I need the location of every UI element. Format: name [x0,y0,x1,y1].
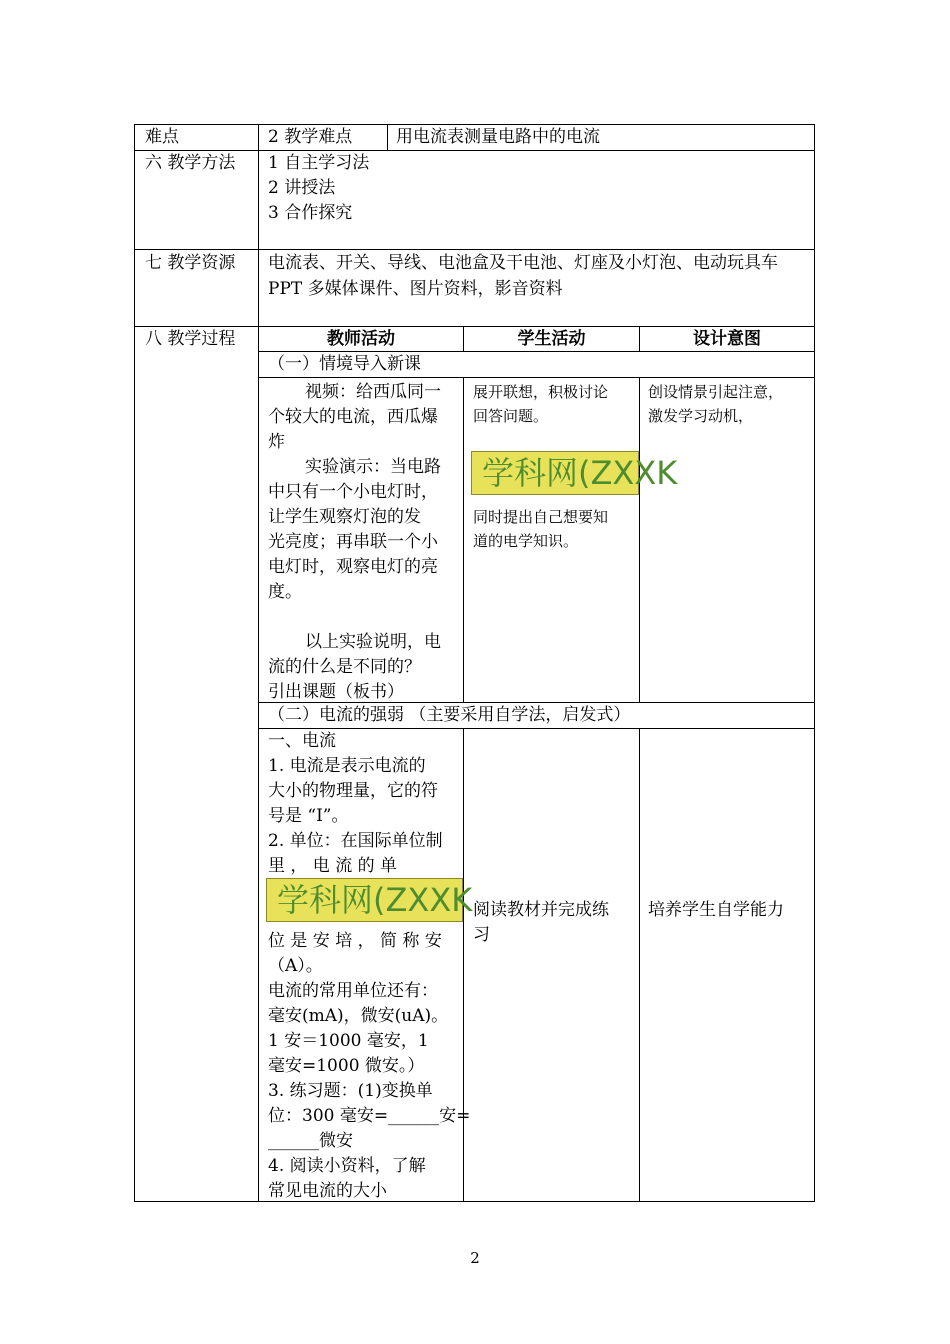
section1-teacher-line: 中只有一个小电灯时， [268,482,438,502]
section1-teacher-line: 度。 [268,582,302,602]
section1-teacher-line: 实验演示：当电路 [305,457,441,477]
section1-teacher-line: 视频：给西瓜同一 [305,382,441,402]
section2-teacher-line: 毫安=1000 微安。） [268,1056,425,1076]
section1-student-line: 回答问题。 [473,407,549,425]
section2-student-line: 阅读教材并完成练 [473,900,609,920]
section1-student-line: 展开联想，积极讨论 [473,383,609,401]
table-border-left [134,124,135,1202]
section1-col-divider-2 [639,377,640,702]
label-column-divider [258,124,259,1202]
methods-item: 3 合作探究 [268,203,353,223]
process-label: 八 教学过程 [145,329,236,349]
page-number: 2 [470,1249,480,1267]
section1-teacher-line: 流的什么是不同的？ [268,657,421,677]
section1-teacher-line: 电灯时，观察电灯的亮 [268,557,438,577]
section1-title: （一）情境导入新课 [268,354,421,374]
section1-col-divider-1 [463,377,464,702]
section2-title: （二）电流的强弱 （主要采用自学法，启发式） [268,705,631,725]
table-border-bottom [134,1201,815,1202]
section1-student-line: 同时提出自己想要知 [473,508,609,526]
resources-line: PPT 多媒体课件、图片资料，影音资料 [268,279,563,299]
resources-label: 七 教学资源 [145,253,236,273]
row-line-2 [134,249,815,250]
section1-teacher-line: 光亮度；再串联一个小 [268,532,438,552]
difficulty-divider [387,124,388,151]
section2-teacher-line: 一、电流 [268,731,336,751]
section2-teacher-line: 2. 单位：在国际单位制 [268,831,443,851]
section2-teacher-line: 里 ， 电 流 的 单 [268,856,398,876]
section2-teacher-line: 3. 练习题：(1)变换单 [268,1081,433,1101]
section2-teacher-line: 位 是 安 培 ， 简 称 安 [268,931,442,951]
difficulty-content: 用电流表测量电路中的电流 [396,127,600,147]
methods-item: 2 讲授法 [268,178,336,198]
methods-label: 六 教学方法 [145,153,236,173]
row-line-1 [134,150,815,151]
teacher-activity-header: 教师活动 [327,329,395,349]
resources-line: 电流表、开关、导线、电池盒及干电池、灯座及小灯泡、电动玩具车 [268,253,778,273]
section1-teacher-line: 让学生观察灯泡的发 [268,507,421,527]
student-activity-header: 学生活动 [517,329,586,349]
section2-teacher-line: 位：300 毫安=______安= [268,1106,471,1126]
section2-teacher-line: 毫安(mA)，微安(uA)。 [268,1006,449,1026]
section2-teacher-line: 1. 电流是表示电流的 [268,756,426,776]
section1-teacher-line: 炸 [268,432,285,452]
section1-teacher-line: 以上实验说明，电 [305,632,441,652]
row-line-7 [258,728,815,729]
section2-teacher-line: 号是 “I”。 [268,806,349,826]
section2-teacher-line: 4. 阅读小资料，了解 [268,1156,426,1176]
section1-teacher-line: 个较大的电流，西瓜爆 [268,407,438,427]
section2-col-divider-1 [463,728,464,1202]
difficulty-sub-label: 2 教学难点 [268,127,353,147]
difficulty-label: 难点 [145,127,179,147]
design-intent-header: 设计意图 [693,329,761,349]
methods-item: 1 自主学习法 [268,153,370,173]
section2-watermark-logo: 学科网(ZXXK [266,878,463,922]
section2-col-divider-2 [639,728,640,1202]
section2-teacher-line: ______微安 [268,1131,353,1151]
section2-teacher-line: （A）。 [268,956,323,976]
section1-watermark-logo: 学科网(ZXXK [471,451,639,495]
section2-teacher-line: 常见电流的大小 [268,1181,387,1201]
section1-intent-line: 激发学习动机， [648,407,754,425]
section2-teacher-line: 大小的物理量，它的符 [268,781,438,801]
row-line-5 [258,377,815,378]
section1-student-line: 道的电学知识。 [473,532,579,550]
section2-teacher-line: 1 安＝1000 毫安，1 [268,1031,429,1051]
section2-student-line: 习 [473,925,490,945]
section2-intent: 培养学生自学能力 [648,900,784,920]
table-border-right [814,124,815,1202]
section1-intent-line: 创设情景引起注意， [648,383,784,401]
section1-teacher-line: 引出课题（板书） [268,682,404,702]
section2-teacher-line: 电流的常用单位还有： [268,981,438,1001]
